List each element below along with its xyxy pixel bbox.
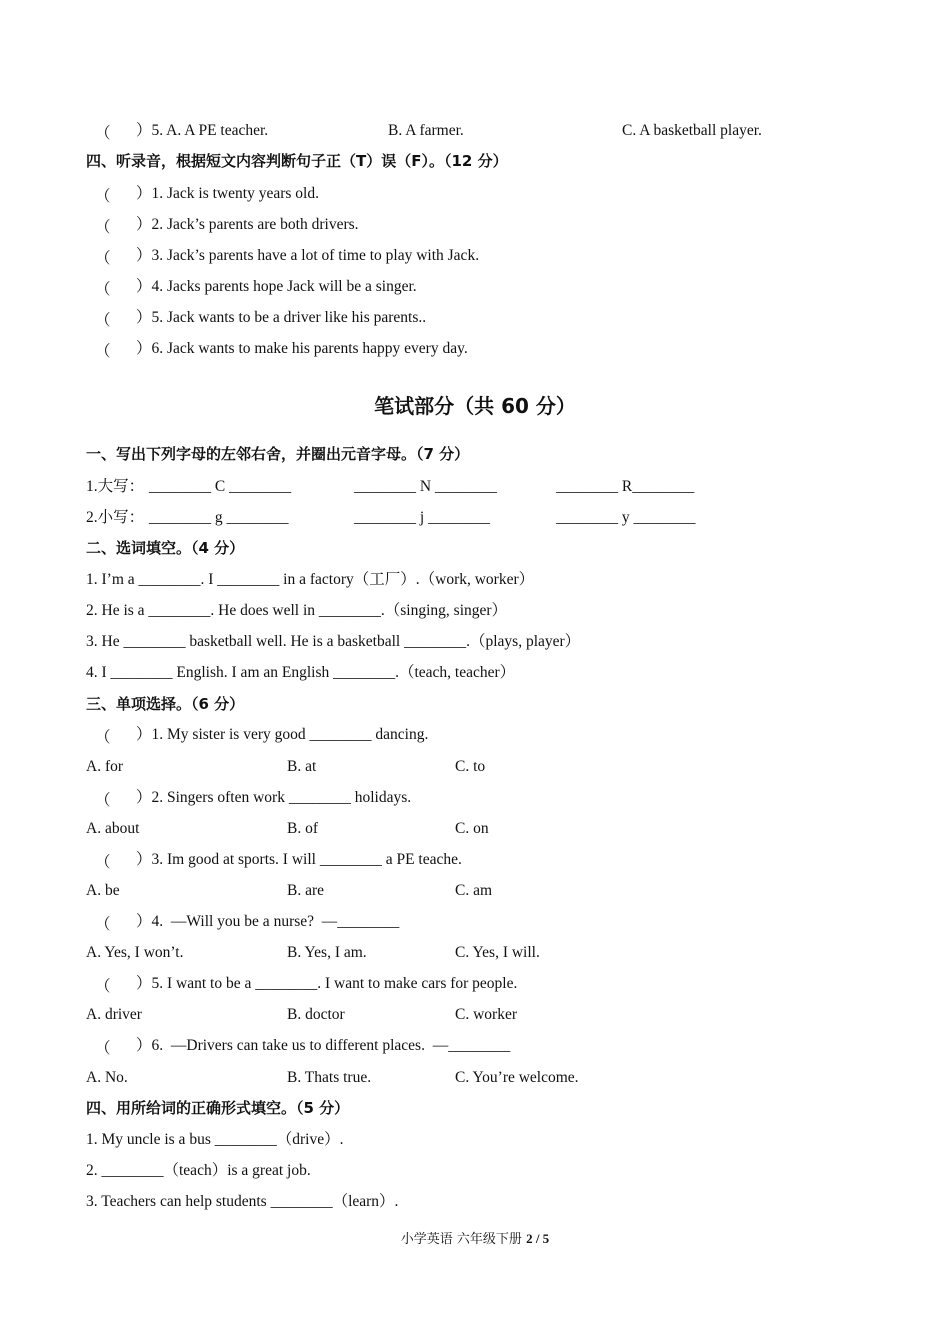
letter-blank: ________ j ________	[354, 509, 491, 526]
tf-question: ）4. Jacks parents hope Jack will be a singer.	[136, 278, 417, 295]
choice-question: ）1. My sister is very good ________ dancing.	[136, 726, 429, 743]
tf-question: ）2. Jack’s parents are both drivers.	[136, 216, 359, 233]
option-c: C. A basketball player.	[622, 122, 762, 139]
letter-blank: ________ C ________	[149, 478, 292, 495]
option-b: B. Thats true.	[287, 1069, 372, 1086]
option-c: C. Yes, I will.	[455, 944, 540, 961]
option-a: A. driver	[86, 1006, 142, 1023]
answer-paren: （	[95, 792, 111, 809]
option-b: B. A farmer.	[388, 122, 464, 139]
option-c: C. am	[455, 882, 493, 899]
option-b: B. doctor	[287, 1006, 345, 1023]
tf-question: ）3. Jack’s parents have a lot of time to play with Jack.	[136, 247, 480, 264]
letter-blank: ________ N ________	[354, 478, 497, 495]
row-label: 2.小写：	[86, 509, 145, 526]
fill-question: 4. I ________ English. I am an English ________.（teach, teacher）	[86, 664, 516, 681]
answer-paren: （	[95, 312, 111, 329]
written-part-title: 笔试部分（共 60 分）	[374, 394, 576, 418]
option-b: B. of	[287, 820, 318, 837]
choice-question: ）5. I want to be a ________. I want to make cars for people.	[136, 975, 518, 992]
answer-paren: （	[95, 125, 111, 142]
fill-question: 1. My uncle is a bus ________（drive）.	[86, 1131, 344, 1148]
fill-question: 3. Teachers can help students ________（learn）.	[86, 1193, 399, 1210]
section-heading: 四、用所给词的正确形式填空。（5 分）	[86, 1099, 350, 1117]
option-b: B. Yes, I am.	[287, 944, 367, 961]
answer-paren: （	[95, 281, 111, 298]
tf-question: ）6. Jack wants to make his parents happy every day.	[136, 340, 468, 357]
choice-question: ）3. Im good at sports. I will ________ a PE teache.	[136, 851, 462, 868]
option-c: C. worker	[455, 1006, 517, 1023]
question-text: ）5. A. A PE teacher.	[136, 122, 269, 139]
fill-question: 2. He is a ________. He does well in ________.（singing, singer）	[86, 602, 508, 619]
choice-question: ）4. —Will you be a nurse? —________	[136, 913, 400, 930]
option-a: A. about	[86, 820, 140, 837]
letter-blank: ________ R________	[556, 478, 695, 495]
answer-paren: （	[95, 343, 111, 360]
section-heading: 三、单项选择。（6 分）	[86, 695, 245, 713]
option-b: B. at	[287, 758, 317, 775]
answer-paren: （	[95, 729, 111, 746]
row-label: 1.大写：	[86, 478, 145, 495]
answer-paren: （	[95, 978, 111, 995]
option-a: A. Yes, I won’t.	[86, 944, 184, 961]
letter-blank: ________ y ________	[556, 509, 696, 526]
answer-paren: （	[95, 916, 111, 933]
answer-paren: （	[95, 854, 111, 871]
tf-question: ）5. Jack wants to be a driver like his parents..	[136, 309, 427, 326]
answer-paren: （	[95, 188, 111, 205]
answer-paren: （	[95, 250, 111, 267]
section-heading: 四、听录音，根据短文内容判断句子正（T）误（F）。（12 分）	[86, 152, 508, 170]
option-a: A. for	[86, 758, 124, 775]
option-b: B. are	[287, 882, 325, 899]
tf-question: ）1. Jack is twenty years old.	[136, 185, 319, 202]
footer-text: 小学英语 六年级下册	[400, 1232, 527, 1247]
option-a: A. No.	[86, 1069, 128, 1086]
choice-question: ）6. —Drivers can take us to different places. —________	[136, 1037, 511, 1054]
answer-paren: （	[95, 219, 111, 236]
letter-blank: ________ g ________	[149, 509, 289, 526]
option-c: C. You’re welcome.	[455, 1069, 579, 1086]
section-heading: 一、写出下列字母的左邻右舍，并圈出元音字母。（7 分）	[86, 445, 470, 463]
fill-question: 1. I’m a ________. I ________ in a factory（工厂）.（work, worker）	[86, 571, 535, 588]
section-heading: 二、选词填空。（4 分）	[86, 539, 245, 557]
choice-question: ）2. Singers often work ________ holidays.	[136, 789, 412, 806]
option-c: C. to	[455, 758, 486, 775]
answer-paren: （	[95, 1040, 111, 1057]
option-a: A. be	[86, 882, 120, 899]
page-number: 2 / 5	[526, 1231, 550, 1246]
fill-question: 3. He ________ basketball well. He is a basketball ________.（plays, player）	[86, 633, 581, 650]
page-footer	[0, 1228, 950, 1247]
fill-question: 2. ________（teach）is a great job.	[86, 1162, 311, 1179]
option-c: C. on	[455, 820, 489, 837]
